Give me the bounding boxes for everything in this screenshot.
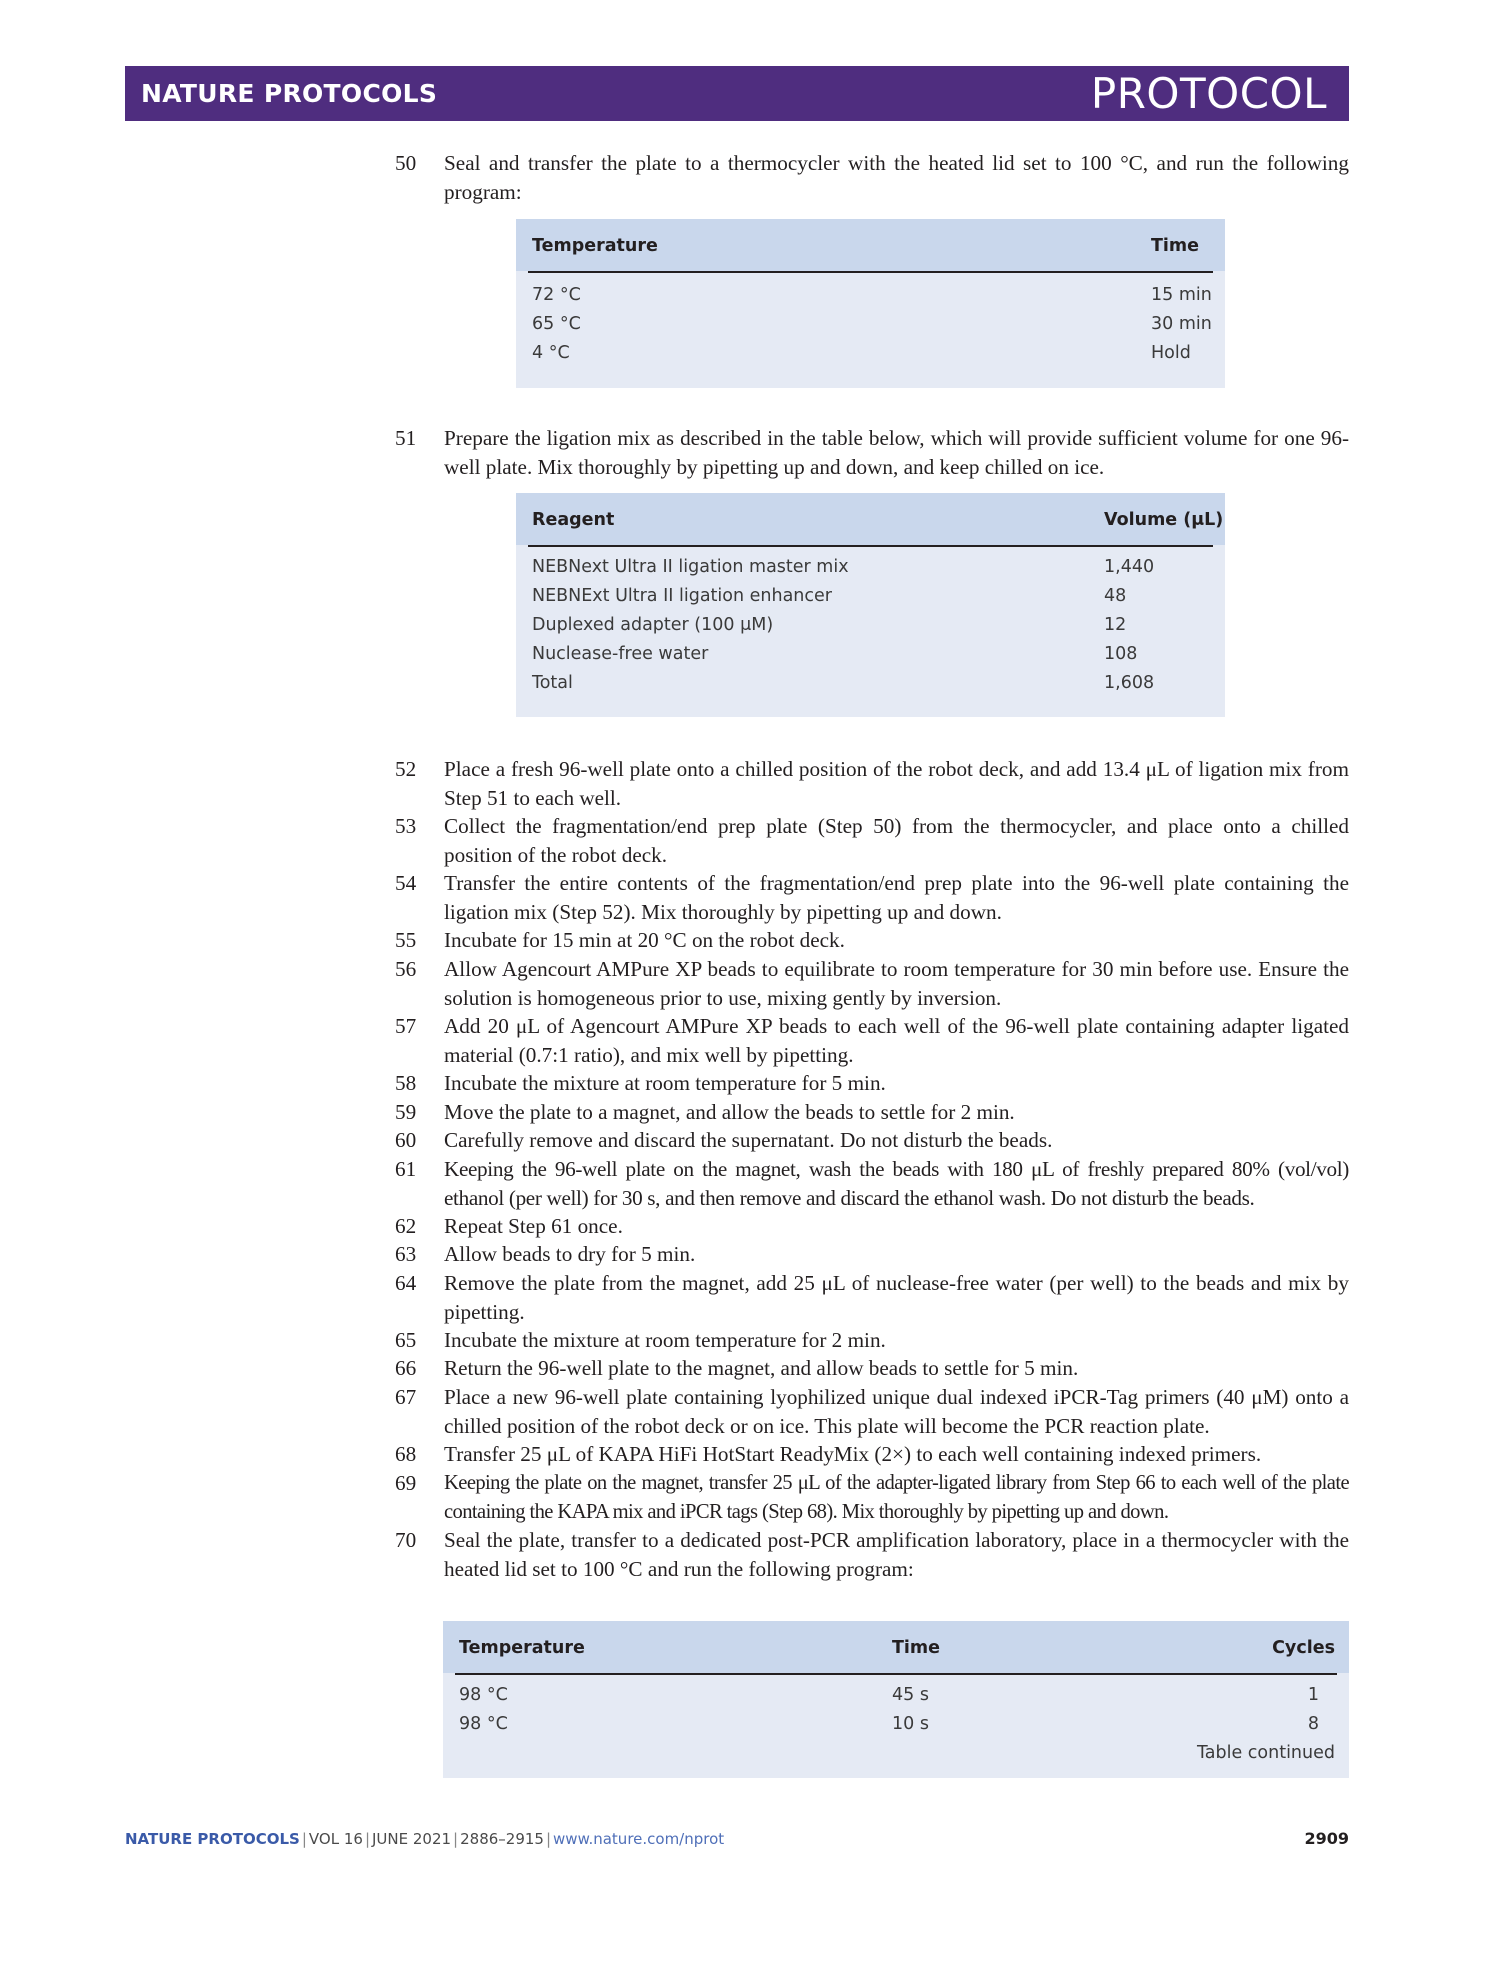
step-text: Seal the plate, transfer to a dedicated post-PCR amplification laboratory, place in a thermocycler with the heated lid set to 100 °C and run the following program: <box>444 1528 1349 1581</box>
step-text: Place a fresh 96-well plate onto a chilled position of the robot deck, and add 13.4 μL of ligation mix from Step 51 to each well. <box>444 757 1349 810</box>
header-time: Time <box>892 1638 941 1658</box>
step-69 <box>395 1469 1349 1526</box>
step-number: 58 <box>395 1071 417 1095</box>
header-time: Time <box>1151 236 1200 256</box>
table-continued-note: Table continued <box>1196 1743 1335 1763</box>
step-59 <box>395 1098 1349 1127</box>
table-cell: 30 min <box>1151 314 1212 334</box>
table-cell: 4 °C <box>532 343 570 363</box>
step-number: 63 <box>395 1242 417 1266</box>
step-54 <box>395 869 1349 926</box>
step-number: 59 <box>395 1100 417 1124</box>
step-62 <box>395 1212 1349 1241</box>
journal-header-bar <box>125 66 1349 121</box>
step-number: 53 <box>395 814 417 838</box>
step-number: 68 <box>395 1442 417 1466</box>
step-number: 67 <box>395 1385 417 1409</box>
header-rule <box>528 545 1213 547</box>
step-text: Allow beads to dry for 5 min. <box>444 1242 696 1266</box>
table-cell: Nuclease-free water <box>532 644 709 664</box>
step-text: Transfer 25 μL of KAPA HiFi HotStart ReadyMix (2×) to each well containing indexed primers. <box>444 1442 1262 1466</box>
step-text: Repeat Step 61 once. <box>444 1214 623 1238</box>
step-text: Keeping the 96-well plate on the magnet, wash the beads with 180 μL of freshly prepared 80% (vol/vol) ethanol (per well) for 30 s, and then remove and discard the ethanol wash. Do not disturb the beads. <box>444 1157 1349 1210</box>
step-number: 66 <box>395 1356 417 1380</box>
step-number: 64 <box>395 1271 417 1295</box>
thermocycler-table-1 <box>516 219 1225 388</box>
step-text: Incubate for 15 min at 20 °C on the robot deck. <box>444 928 845 952</box>
table-cell: 8 <box>1307 1714 1319 1734</box>
page-number: 2909 <box>1304 1829 1349 1848</box>
table-cell: Hold <box>1151 343 1191 363</box>
step-number: 54 <box>395 871 417 895</box>
header-volume: Volume (μL) <box>1104 510 1224 530</box>
pcr-program-table <box>443 1621 1349 1778</box>
step-number: 52 <box>395 757 417 781</box>
step-63 <box>395 1240 1349 1269</box>
footer-journal: NATURE PROTOCOLS <box>125 1830 300 1848</box>
footer-volume: VOL 16 <box>308 1830 363 1848</box>
step-61 <box>395 1155 1349 1212</box>
journal-name: NATURE PROTOCOLS <box>141 79 438 108</box>
table-cell: 72 °C <box>532 285 581 305</box>
table-cell: 45 s <box>892 1685 929 1705</box>
table-cell: 1,440 <box>1104 557 1155 577</box>
footer-date: JUNE 2021 <box>372 1830 452 1848</box>
table-cell: 1,608 <box>1104 673 1155 693</box>
header-reagent: Reagent <box>532 510 615 530</box>
step-text: Carefully remove and discard the supernatant. Do not disturb the beads. <box>444 1128 1053 1152</box>
step-text: Collect the fragmentation/end prep plate (Step 50) from the thermocycler, and place onto a chilled position of the robot deck. <box>444 814 1349 867</box>
step-text: Return the 96-well plate to the magnet, and allow beads to settle for 5 min. <box>444 1356 1079 1380</box>
table-cell: Total <box>532 673 573 693</box>
step-number: 70 <box>395 1528 417 1552</box>
step-text: Allow Agencourt AMPure XP beads to equilibrate to room temperature for 30 min before use. Ensure the solution is homogeneous prior to use, mixing gently by inversion. <box>444 957 1349 1010</box>
step-66 <box>395 1354 1349 1383</box>
header-rule <box>455 1673 1337 1675</box>
step-50 <box>395 149 1349 206</box>
page-footer: NATURE PROTOCOLS | VOL 16 | JUNE 2021 | 2886–2915 | www.nature.com/nprot <box>125 1830 725 1848</box>
header-temperature: Temperature <box>532 236 658 256</box>
step-64 <box>395 1269 1349 1326</box>
table-cell: 98 °C <box>459 1685 508 1705</box>
step-number: 50 <box>395 151 417 175</box>
step-56 <box>395 955 1349 1012</box>
step-number: 61 <box>395 1157 417 1181</box>
article-type: PROTOCOL <box>1090 69 1327 118</box>
step-60 <box>395 1126 1349 1155</box>
table-cell: 12 <box>1104 615 1127 635</box>
table-cell: 98 °C <box>459 1714 508 1734</box>
table-cell: NEBNext Ultra II ligation master mix <box>532 557 849 577</box>
step-text: Move the plate to a magnet, and allow the beads to settle for 2 min. <box>444 1100 1015 1124</box>
step-number: 65 <box>395 1328 417 1352</box>
step-52 <box>395 755 1349 812</box>
table-cell: NEBNExt Ultra II ligation enhancer <box>532 586 832 606</box>
step-67 <box>395 1383 1349 1440</box>
step-number: 56 <box>395 957 417 981</box>
table-cell: 15 min <box>1151 285 1212 305</box>
step-text: Place a new 96-well plate containing lyophilized unique dual indexed iPCR-Tag primers (40 μM) onto a chilled position of the robot deck or on ice. This plate will become the PCR reaction plate. <box>444 1385 1349 1438</box>
step-text: Seal and transfer the plate to a thermocycler with the heated lid set to 100 °C, and run the following program: <box>444 151 1349 204</box>
step-text: Prepare the ligation mix as described in the table below, which will provide sufficient volume for one 96-well plate. Mix thoroughly by pipetting up and down, and keep chilled on ice. <box>444 426 1349 479</box>
step-text: Remove the plate from the magnet, add 25 μL of nuclease-free water (per well) to the beads and mix by pipetting. <box>444 1271 1349 1324</box>
step-53 <box>395 812 1349 869</box>
step-text: Incubate the mixture at room temperature for 5 min. <box>444 1071 886 1095</box>
ligation-mix-table <box>516 493 1225 717</box>
step-55 <box>395 926 1349 955</box>
table-cell: 108 <box>1104 644 1138 664</box>
table-cell: 1 <box>1307 1685 1319 1705</box>
step-text: Transfer the entire contents of the fragmentation/end prep plate into the 96-well plate containing the ligation mix (Step 52). Mix thoroughly by pipetting up and down. <box>444 871 1349 924</box>
step-number: 57 <box>395 1014 417 1038</box>
step-number: 69 <box>395 1471 417 1495</box>
step-57 <box>395 1012 1349 1069</box>
table-cell: 48 <box>1104 586 1127 606</box>
table-cell: Duplexed adapter (100 μM) <box>532 615 774 635</box>
step-number: 55 <box>395 928 417 952</box>
footer-pages: 2886–2915 <box>460 1830 544 1848</box>
header-cycles: Cycles <box>1272 1638 1335 1658</box>
step-68 <box>395 1440 1349 1469</box>
step-text: Add 20 μL of Agencourt AMPure XP beads to each well of the 96-well plate containing adapter ligated material (0.7:1 ratio), and mix well by pipetting. <box>444 1014 1349 1067</box>
step-text: Incubate the mixture at room temperature for 2 min. <box>444 1328 886 1352</box>
step-number: 60 <box>395 1128 417 1152</box>
step-51 <box>395 424 1349 481</box>
step-58 <box>395 1069 1349 1098</box>
step-number: 62 <box>395 1214 417 1238</box>
header-temperature: Temperature <box>459 1638 585 1658</box>
step-65 <box>395 1326 1349 1355</box>
table-cell: 65 °C <box>532 314 581 334</box>
table-cell: 10 s <box>892 1714 929 1734</box>
header-rule <box>528 271 1213 273</box>
step-text: Keeping the plate on the magnet, transfer 25 μL of the adapter-ligated library from Step 66 to each well of the plate containing the KAPA mix and iPCR tags (Step 68). Mix thoroughly by pipetting up and down. <box>444 1472 1349 1523</box>
step-number: 51 <box>395 426 417 450</box>
footer-url-link[interactable]: www.nature.com/nprot <box>553 1830 725 1848</box>
step-70 <box>395 1526 1349 1583</box>
